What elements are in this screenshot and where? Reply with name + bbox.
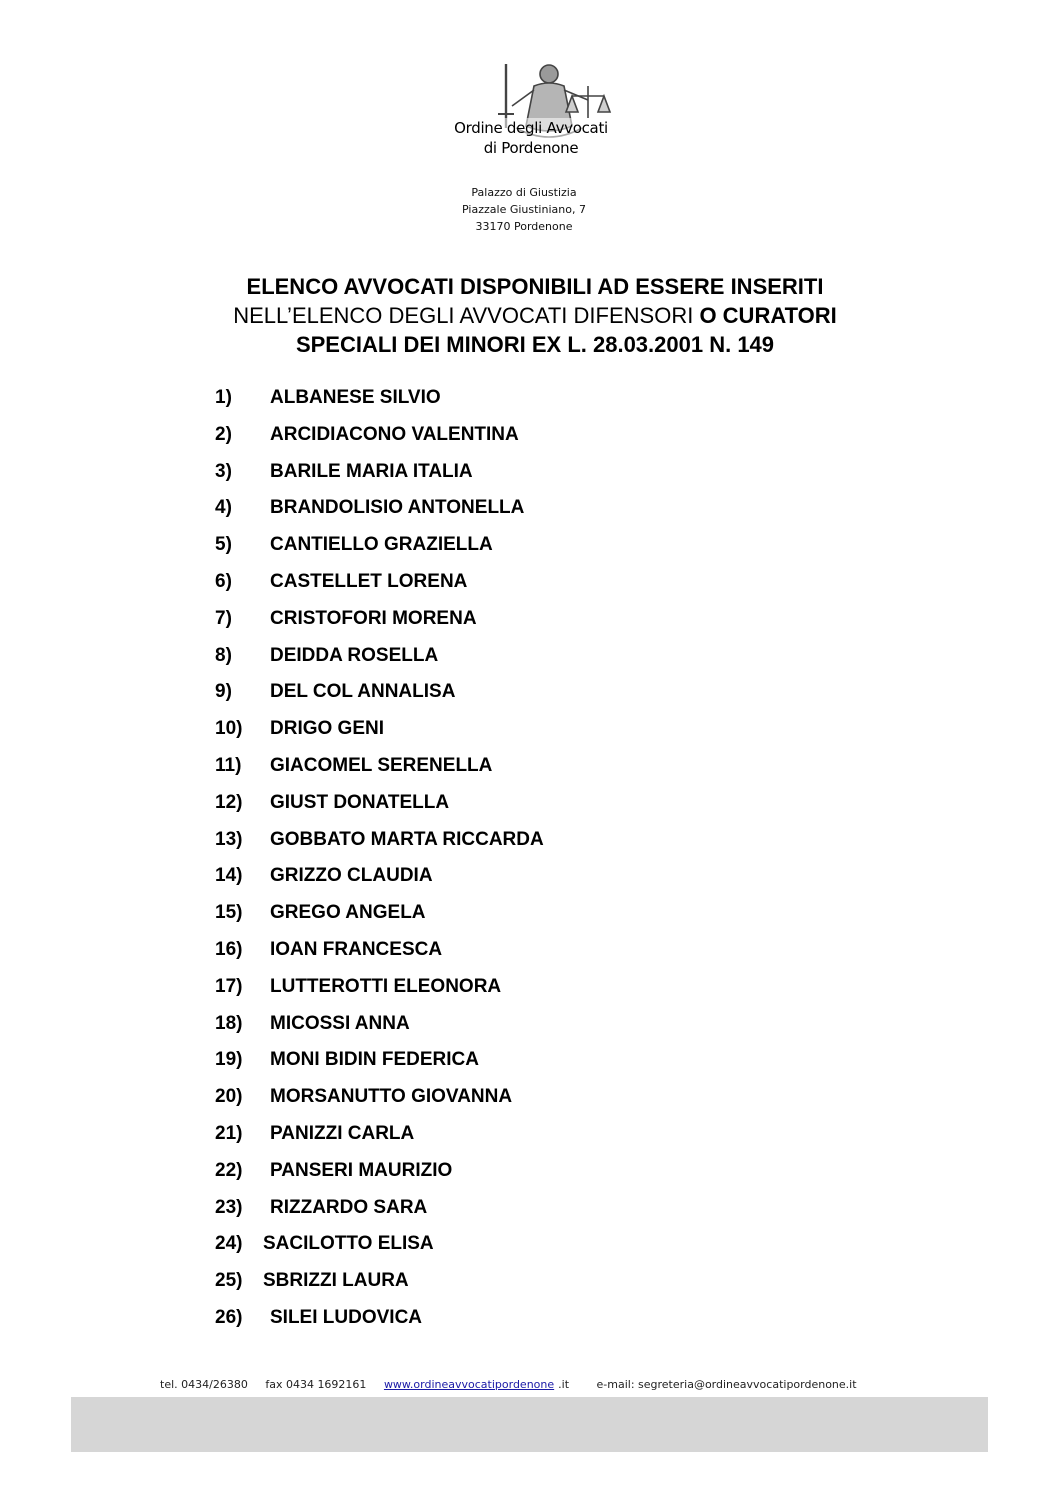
list-item-name: PANIZZI CARLA — [270, 1123, 415, 1144]
organization-name — [446, 118, 616, 158]
list-item-number: 10) — [215, 718, 243, 739]
footer-contacts — [160, 1376, 920, 1394]
title-line2-bold: O CURATORI — [693, 303, 837, 328]
footer-website-link[interactable]: www.ordineavvocatipordenone — [383, 1378, 555, 1391]
list-item-name: GRIZZO CLAUDIA — [270, 865, 433, 886]
list-item-number: 13) — [215, 829, 243, 850]
list-item-name: GOBBATO MARTA RICCARDA — [270, 829, 544, 850]
list-item-name: BRANDOLISIO ANTONELLA — [270, 497, 525, 518]
list-item-name: SBRIZZI LAURA — [263, 1270, 409, 1291]
list-item-number: 14) — [215, 865, 243, 886]
list-item-name: LUTTEROTTI ELEONORA — [270, 976, 502, 997]
title-line3: SPECIALI DEI MINORI EX L. 28.03.2001 N. 149 — [295, 332, 775, 357]
list-item-name: DRIGO GENI — [270, 718, 385, 739]
footer-phone: tel. 0434/26380 — [160, 1378, 248, 1391]
list-item-name: MONI BIDIN FEDERICA — [270, 1049, 479, 1070]
list-item-number: 1) — [215, 387, 232, 408]
list-item-name: CRISTOFORI MORENA — [270, 608, 477, 629]
list-item-name: SILEI LUDOVICA — [270, 1307, 423, 1328]
org-name-line1: Ordine degli Avvocati — [454, 119, 608, 137]
list-item-number: 15) — [215, 902, 243, 923]
list-item-number: 26) — [215, 1307, 243, 1328]
address-line1: Palazzo di Giustizia — [471, 186, 577, 199]
address-line3: 33170 Pordenone — [475, 220, 573, 233]
list-item-name: PANSERI MAURIZIO — [270, 1160, 453, 1181]
list-item-number: 4) — [215, 497, 232, 518]
list-item-name: ALBANESE SILVIO — [270, 387, 441, 408]
list-item-number: 18) — [215, 1013, 243, 1034]
list-item-number: 22) — [215, 1160, 243, 1181]
footer-grey-band — [71, 1397, 988, 1452]
list-item-name: ARCIDIACONO VALENTINA — [270, 424, 519, 445]
list-item-number: 8) — [215, 645, 232, 666]
list-item-number: 17) — [215, 976, 243, 997]
footer-email: e-mail: segreteria@ordineavvocatipordenone.it — [596, 1378, 857, 1391]
address-line2: Piazzale Giustiniano, 7 — [462, 203, 586, 216]
list-item-name: DEL COL ANNALISA — [270, 681, 456, 702]
list-item-number: 12) — [215, 792, 243, 813]
org-name-line2: di Pordenone — [483, 139, 579, 157]
list-item-name: GREGO ANGELA — [270, 902, 426, 923]
list-item-number: 23) — [215, 1197, 243, 1218]
list-item-name: RIZZARDO SARA — [270, 1197, 428, 1218]
list-item-number: 7) — [215, 608, 232, 629]
list-item-name: IOAN FRANCESCA — [270, 939, 443, 960]
list-item-name: CASTELLET LORENA — [270, 571, 468, 592]
list-item-name: DEIDDA ROSELLA — [270, 645, 439, 666]
list-item-number: 3) — [215, 461, 232, 482]
list-item-name: BARILE MARIA ITALIA — [270, 461, 473, 482]
list-item-name: GIUST DONATELLA — [270, 792, 450, 813]
list-item-number: 21) — [215, 1123, 243, 1144]
address-block — [440, 184, 608, 235]
list-item-number: 16) — [215, 939, 243, 960]
list-item-name: MORSANUTTO GIOVANNA — [270, 1086, 513, 1107]
list-item-number: 2) — [215, 424, 232, 445]
list-item-number: 20) — [215, 1086, 243, 1107]
footer-fax: fax 0434 1692161 — [265, 1378, 367, 1391]
list-item-number: 24) — [215, 1233, 243, 1254]
list-item-number: 5) — [215, 534, 232, 555]
list-item-name: MICOSSI ANNA — [270, 1013, 410, 1034]
list-item-name: CANTIELLO GRAZIELLA — [270, 534, 493, 555]
list-item-number: 6) — [215, 571, 232, 592]
list-item-number: 19) — [215, 1049, 243, 1070]
list-item-name: GIACOMEL SERENELLA — [270, 755, 493, 776]
list-item-name: SACILOTTO ELISA — [263, 1233, 434, 1254]
footer-website-suffix: .it — [558, 1378, 570, 1391]
list-item-number: 25) — [215, 1270, 243, 1291]
title-line2 — [70, 301, 1000, 330]
document-title — [70, 272, 1000, 359]
list-item-number: 9) — [215, 681, 232, 702]
title-line1: ELENCO AVVOCATI DISPONIBILI AD ESSERE INSERITI — [246, 274, 824, 299]
list-item-number: 11) — [215, 755, 242, 776]
title-line2-normal: NELL’ELENCO DEGLI AVVOCATI DIFENSORI — [233, 303, 694, 328]
